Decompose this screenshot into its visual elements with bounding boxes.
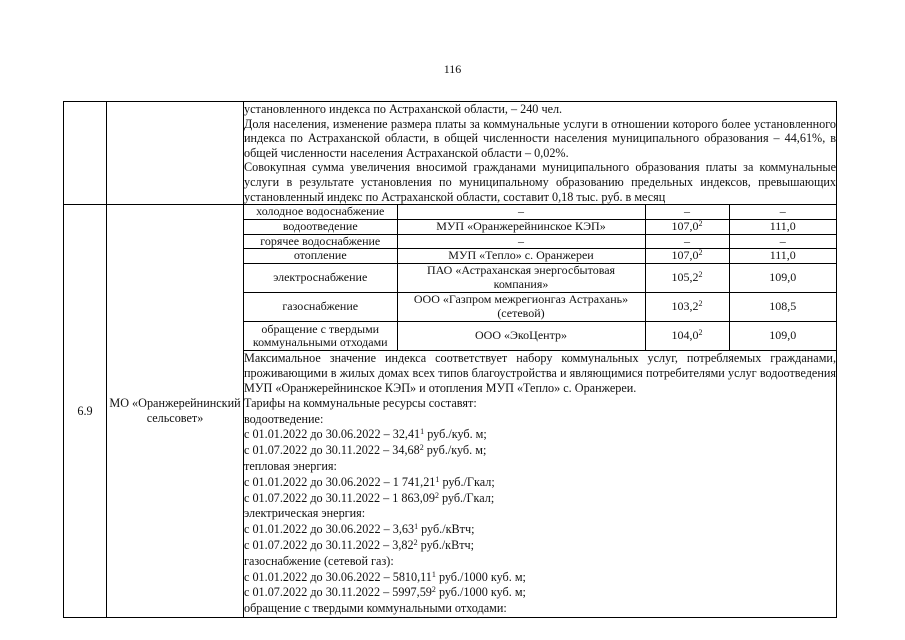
tariff-unit: руб./Гкал; [438, 490, 495, 505]
service-index [645, 219, 729, 234]
service-index-footnote: 2 [698, 218, 703, 228]
service-limit-value: 111,0 [729, 219, 836, 234]
tariff-group-title: водоотведение: [244, 411, 324, 426]
table-row-6-9 [64, 205, 837, 351]
summary-line: установленного индекса по Астраханской области, – 240 чел. [244, 102, 563, 116]
waste-tariff-title: обращение с твердыми коммунальными отходами: [244, 601, 507, 616]
tariff-groups [244, 412, 836, 602]
tariff-footnote: 2 [413, 538, 418, 547]
tariff-unit: руб./кВтч; [418, 522, 475, 537]
service-index [645, 205, 729, 219]
tariff-line [244, 491, 836, 507]
service-limit-value: 108,5 [729, 292, 836, 321]
tariff-unit: руб./1000 куб. м; [435, 569, 526, 584]
service-name: электроснабжение [244, 263, 397, 292]
service-index-value: 104,0 [671, 328, 699, 343]
row-number: 6.9 [64, 205, 107, 618]
tariff-footnote: 1 [420, 427, 425, 437]
tariff-period-value: с 01.01.2022 до 30.06.2022 – 3,63 [244, 522, 415, 537]
service-name: горячее водоснабжение [244, 234, 397, 249]
population-share-text: Доля населения, изменение размера платы за коммунальные услуги в отношении которого более установленного индекса по Астраханской области, в общей численности населения муниципального образования – 44,61%, в общей численности населения Астраханской области – 0,02%. [244, 116, 836, 160]
service-row [244, 249, 836, 264]
tariffs-heading: Тарифы на коммунальные ресурсы составят: [244, 395, 477, 410]
service-limit-value: – [729, 234, 836, 249]
tariff-line [244, 570, 836, 586]
tariff-group-title: электрическая энергия: [244, 506, 366, 521]
service-index-footnote: 2 [698, 299, 703, 309]
payment-increase-text: Совокупная сумма увеличения вносимой гражданами муниципального образования платы за коммунальные услуги в результате установления по муниципальному образованию предельных индексов, превышающих установленный индекс по Астраханской области, составит 0,18 тыс. руб. в месяц [244, 160, 836, 204]
service-row [244, 219, 836, 234]
tariffs-cell [244, 351, 837, 618]
service-index-value: 107,0 [671, 248, 699, 263]
service-name: отопление [244, 249, 397, 264]
index-table [63, 101, 837, 618]
max-index-text: Максимальное значение индекса соответствует набору коммунальных услуг, потребляемых гражданами, проживающими в жилых домах всех типов благоустройства и являющимися потребителями услуг водоотведения МУП «Оранжерейнинское КЭП» и отопления МУП «Тепло» с. Оранжереи. [244, 351, 836, 396]
service-row [244, 263, 836, 292]
service-index [645, 321, 729, 350]
tariff-line [244, 585, 836, 601]
service-row [244, 234, 836, 249]
tariff-footnote: 1 [431, 569, 436, 579]
page-number: 116 [443, 62, 462, 76]
service-provider: – [397, 234, 645, 249]
service-index-value: – [684, 233, 690, 248]
table-row-previous [64, 102, 837, 205]
tariff-line [244, 443, 836, 459]
tariff-footnote: 1 [435, 474, 440, 484]
service-provider: МУП «Тепло» с. Оранжереи [397, 249, 645, 264]
service-limit-value: – [729, 205, 836, 219]
services-cell [244, 205, 837, 351]
summary-cell [244, 102, 837, 205]
service-index-footnote: 2 [698, 270, 703, 280]
tariff-period-value: с 01.01.2022 до 30.06.2022 – 1 741,21 [244, 474, 436, 489]
service-provider: ООО «ЭкоЦентр» [397, 321, 645, 350]
tariff-period-value: с 01.07.2022 до 30.11.2022 – 3,82 [244, 538, 414, 552]
service-row [244, 292, 836, 321]
service-index-value: 103,2 [671, 299, 699, 314]
service-index [645, 249, 729, 264]
service-provider: ООО «Газпром межрегионгаз Астрахань» (сетевой) [397, 292, 645, 321]
services-table [244, 205, 836, 350]
service-limit-value: 109,0 [729, 263, 836, 292]
service-index [645, 234, 729, 249]
service-index-footnote: 2 [698, 248, 703, 258]
tariff-unit: руб./Гкал; [439, 474, 495, 489]
tariff-line [244, 475, 836, 491]
tariff-period-value: с 01.07.2022 до 30.11.2022 – 34,68 [244, 443, 420, 458]
service-name: водоотведение [244, 219, 397, 234]
tariff-footnote: 2 [431, 585, 436, 595]
tariff-period-value: с 01.01.2022 до 30.06.2022 – 32,41 [244, 427, 421, 442]
tariff-period-value: с 01.07.2022 до 30.11.2022 – 5997,59 [244, 585, 432, 600]
municipality-name: МО «Оранжерейнинский сельсовет» [107, 205, 244, 618]
tariff-footnote: 2 [419, 443, 424, 453]
service-index [645, 263, 729, 292]
tariff-unit: руб./1000 куб. м; [435, 585, 526, 600]
empty-municipality-cell [107, 102, 244, 205]
service-index-value: 105,2 [671, 270, 699, 285]
service-limit-value: 109,0 [729, 321, 836, 350]
empty-number-cell [64, 102, 107, 205]
service-name: обращение с твердыми коммунальными отходами [244, 321, 397, 350]
tariff-line [244, 427, 836, 443]
service-index [645, 292, 729, 321]
service-row [244, 321, 836, 350]
tariff-group-title: тепловая энергия: [244, 459, 337, 474]
service-index-footnote: 2 [698, 328, 703, 338]
tariff-unit: руб./кВтч; [417, 538, 475, 552]
service-provider: ПАО «Астраханская энергосбытовая компания» [397, 263, 645, 292]
service-index-value: – [684, 204, 690, 219]
service-index-value: 107,0 [671, 218, 699, 233]
tariff-period-value: с 01.07.2022 до 30.11.2022 – 1 863,09 [244, 490, 435, 505]
service-limit-value: 111,0 [729, 249, 836, 264]
tariff-period-value: с 01.01.2022 до 30.06.2022 – 5810,11 [244, 569, 432, 584]
service-provider: МУП «Оранжерейнинское КЭП» [397, 219, 645, 234]
tariff-line [244, 522, 836, 538]
tariff-unit: руб./куб. м; [423, 443, 487, 458]
service-name: газоснабжение [244, 292, 397, 321]
service-row [244, 205, 836, 219]
tariff-unit: руб./куб. м; [424, 427, 487, 442]
tariff-footnote: 2 [434, 490, 439, 500]
service-provider: – [397, 205, 645, 219]
service-name: холодное водоснабжение [244, 205, 397, 219]
tariff-line [244, 538, 836, 554]
tariff-group-title: газоснабжение (сетевой газ): [244, 553, 394, 568]
tariff-footnote: 1 [414, 522, 419, 532]
